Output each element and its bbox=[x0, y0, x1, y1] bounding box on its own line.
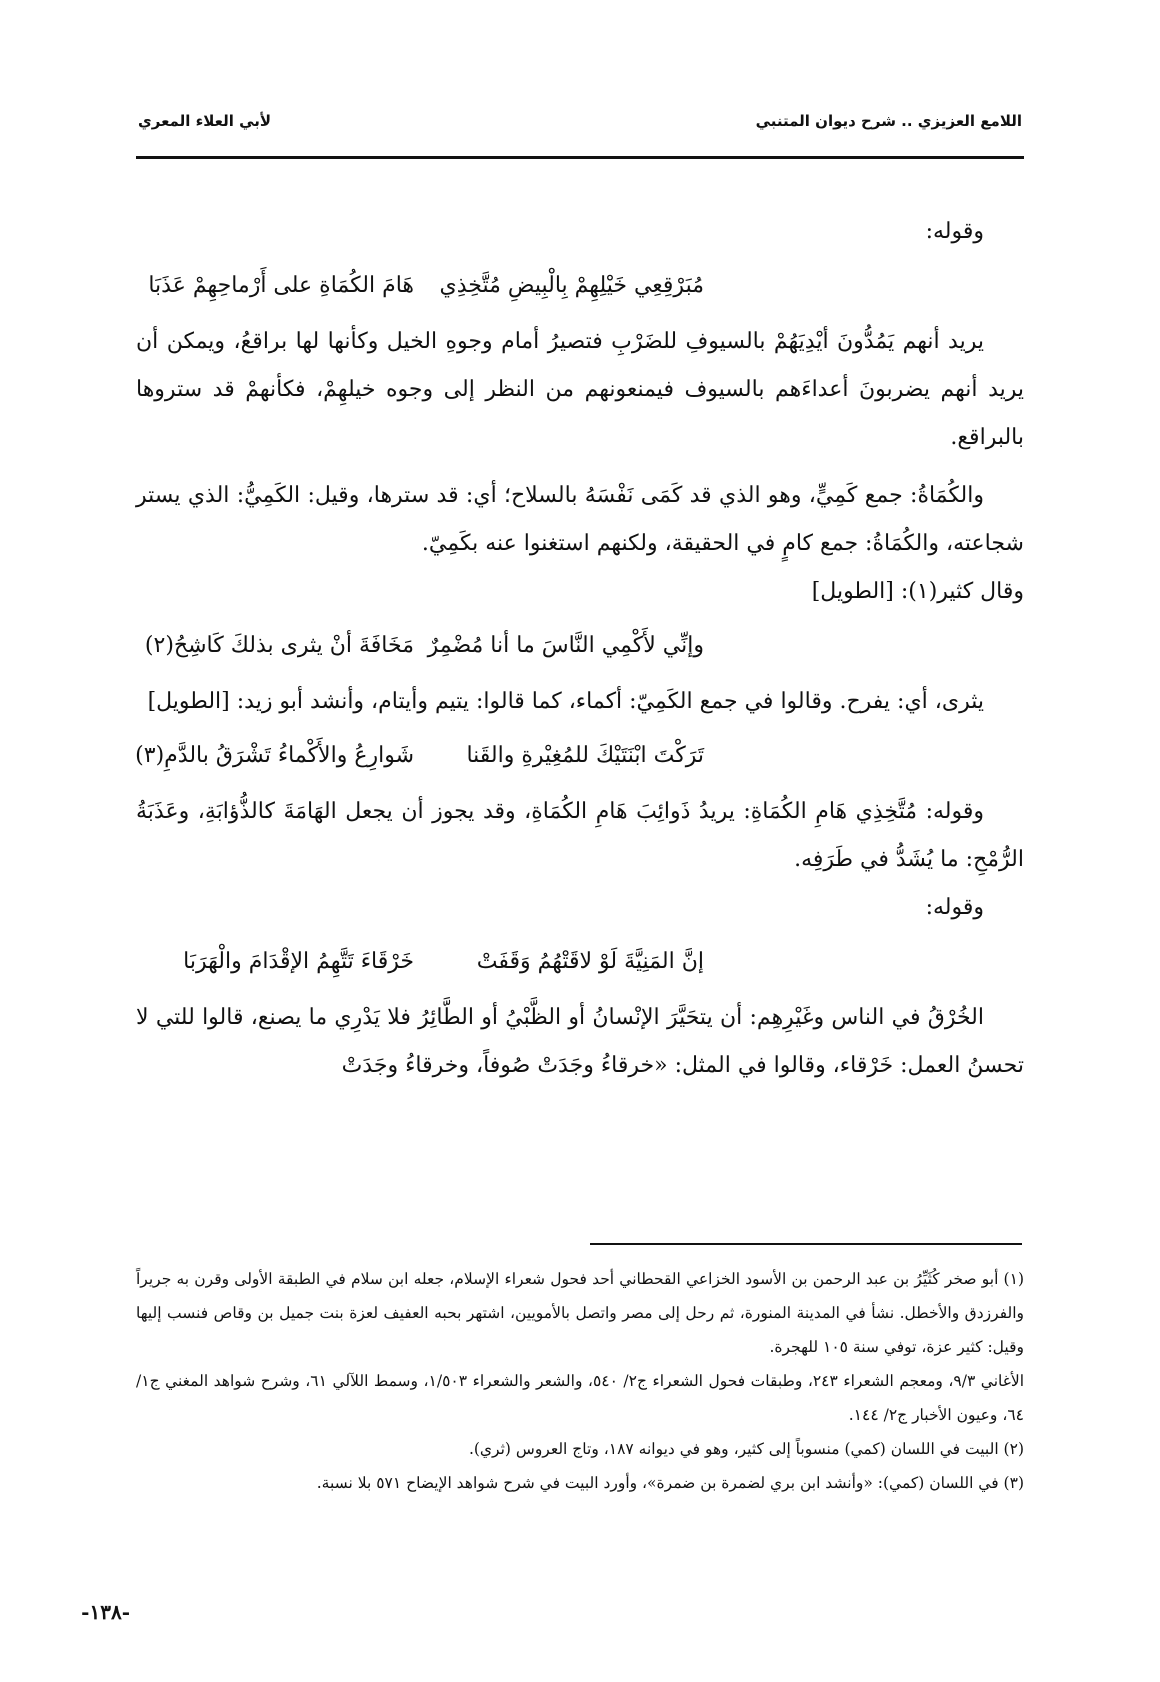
verse-second-hemistich: هَامَ الكُمَاةِ على أَرْماحِهِمْ عَذَبَا bbox=[148, 273, 414, 298]
footnote: (٣) في اللسان (كمي): «وأنشد ابن بري لضمرة بن ضمرة»، وأورد البيت في شرح شواهد الإيضاح ٥٧١ بلا نسبة. bbox=[316, 1474, 1024, 1492]
verse-line bbox=[136, 732, 1024, 784]
paragraph: يريد أنهم يَمُدُّونَ أيْدِيَهُمْ بالسيوفِ للضَرْبِ فتصيرُ أمام وجوهِ الخيل وكأنها لها براقعُ، ويمكن أن يريد أنهم يضربونَ أعداءَهم بالسيوف فيمنعونهم من النظر إلى وجوه خيلهِمْ، فكأنهمْ قد ستروها بالبراقع. bbox=[136, 329, 1024, 450]
verse-second-hemistich: خَرْقَاءَ تَتَّهِمُ الإقْدَامَ والْهَرَبَا bbox=[183, 949, 414, 974]
footnote: الأغاني ٩/٣، ومعجم الشعراء ٢٤٣، وطبقات فحول الشعراء ج٢/ ٥٤٠، والشعر والشعراء ١/٥٠٣، وسمط اللآلي ٦١، وشرح شواهد المغني ج١/ ٦٤، وعيون الأخبار ج٢/ ١٤٤. bbox=[136, 1372, 1025, 1424]
author-name: لأبي العلاء المعري bbox=[138, 112, 272, 130]
paragraph: والكُمَاةُ: جمع كَمِيٍّ، وهو الذي قد كَمَى نَفْسَهُ بالسلاح؛ أي: قد سترها، وقيل: الكَمِيُّ: الذي يستر شجاعته، والكُمَاةُ: جمع كامٍ في الحقيقة، ولكنهم استغنوا عنه بكَمِيّ. bbox=[136, 483, 1024, 556]
header-rule bbox=[136, 156, 1024, 159]
verse-first-hemistich: وإنِّي لأَكْمِي النَّاسَ ما أنا مُضْمِرٌ bbox=[427, 633, 704, 658]
paragraph: وقوله: bbox=[925, 219, 984, 244]
verse-second-hemistich: شَوارِعُ والأَكْماءُ تَشْرَقُ بالدَّمِ(٣) bbox=[135, 743, 414, 768]
footnote-rule bbox=[590, 1243, 1022, 1245]
footnote: (١) أبو صخر كُثَيِّرُ بن عبد الرحمن بن الأسود الخزاعي القحطاني أحد فحول شعراء الإسلام، جعله ابن سلام في الطبقة الأولى وقرن به جريراً والفرزدق والأخطل. نشأ في المدينة المنورة، ثم رحل إلى مصر واتصل بالأمويين، اشتهر بحبه العفيف لعزة بنت جميل بن وقاص فنسب إليها وقيل: كثير عزة، توفي سنة ١٠٥ للهجرة. bbox=[136, 1270, 1024, 1356]
main-text bbox=[136, 208, 1024, 1090]
verse-line bbox=[136, 622, 1024, 674]
book-title: اللامع العزيزي .. شرح ديوان المتنبي bbox=[755, 112, 1022, 130]
verse-first-hemistich: مُبَرْقِعِي خَيْلِهِمْ بِالْبِيضِ مُتَّخِذِي bbox=[439, 273, 704, 298]
verse-line bbox=[136, 938, 1024, 990]
paragraph: وقال كثير(١): [الطويل] bbox=[811, 579, 1024, 604]
paragraph: يثرى، أي: يفرح. وقالوا في جمع الكَمِيّ: أكماء، كما قالوا: يتيم وأيتام، وأنشد أبو زيد: [الطويل] bbox=[147, 689, 984, 714]
paragraph: الخُرْقُ في الناس وغَيْرِهِم: أن يتحَيَّرَ الإنْسانُ أو الظَّبْيُ أو الطَّائِرُ فلا يَدْرِي ما يصنع، قالوا للتي لا تحسنُ العمل: خَرْقاء، وقالوا في المثل: «خرقاءُ وجَدَتْ صُوفاً، وخرقاءُ وجَدَتْ bbox=[136, 1005, 1024, 1078]
paragraph: وقوله: مُتَّخِذِي هَامِ الكُمَاةِ: يريدُ ذَوائِبَ هَامِ الكُمَاةِ، وقد يجوز أن يجعل الهَامَةَ كالذُّؤابَةِ، وعَذَبَةُ الرُّمْحِ: ما يُشَدُّ في طَرَفِه. bbox=[136, 799, 1024, 872]
paragraph: وقوله: bbox=[925, 895, 984, 920]
verse-line bbox=[136, 262, 1024, 314]
footnote: (٢) البيت في اللسان (كمي) منسوباً إلى كثير، وهو في ديوانه ١٨٧، وتاج العروس (ثري). bbox=[468, 1440, 1024, 1458]
running-head bbox=[138, 112, 1022, 140]
page-number: -١٣٨- bbox=[81, 1600, 130, 1624]
verse-first-hemistich: تَرَكْتَ ابْنَتَيْكَ للمُغِيْرةِ والقَنا bbox=[466, 743, 704, 768]
verse-first-hemistich: إنَّ المَنِيَّةَ لَوْ لاقَتْهُمُ وَقَفَتْ bbox=[476, 949, 704, 974]
verse-second-hemistich: مَخَافَةَ أنْ يثرى بذلكَ كَاشِحُ(٢) bbox=[144, 633, 414, 658]
footnotes bbox=[136, 1262, 1024, 1500]
